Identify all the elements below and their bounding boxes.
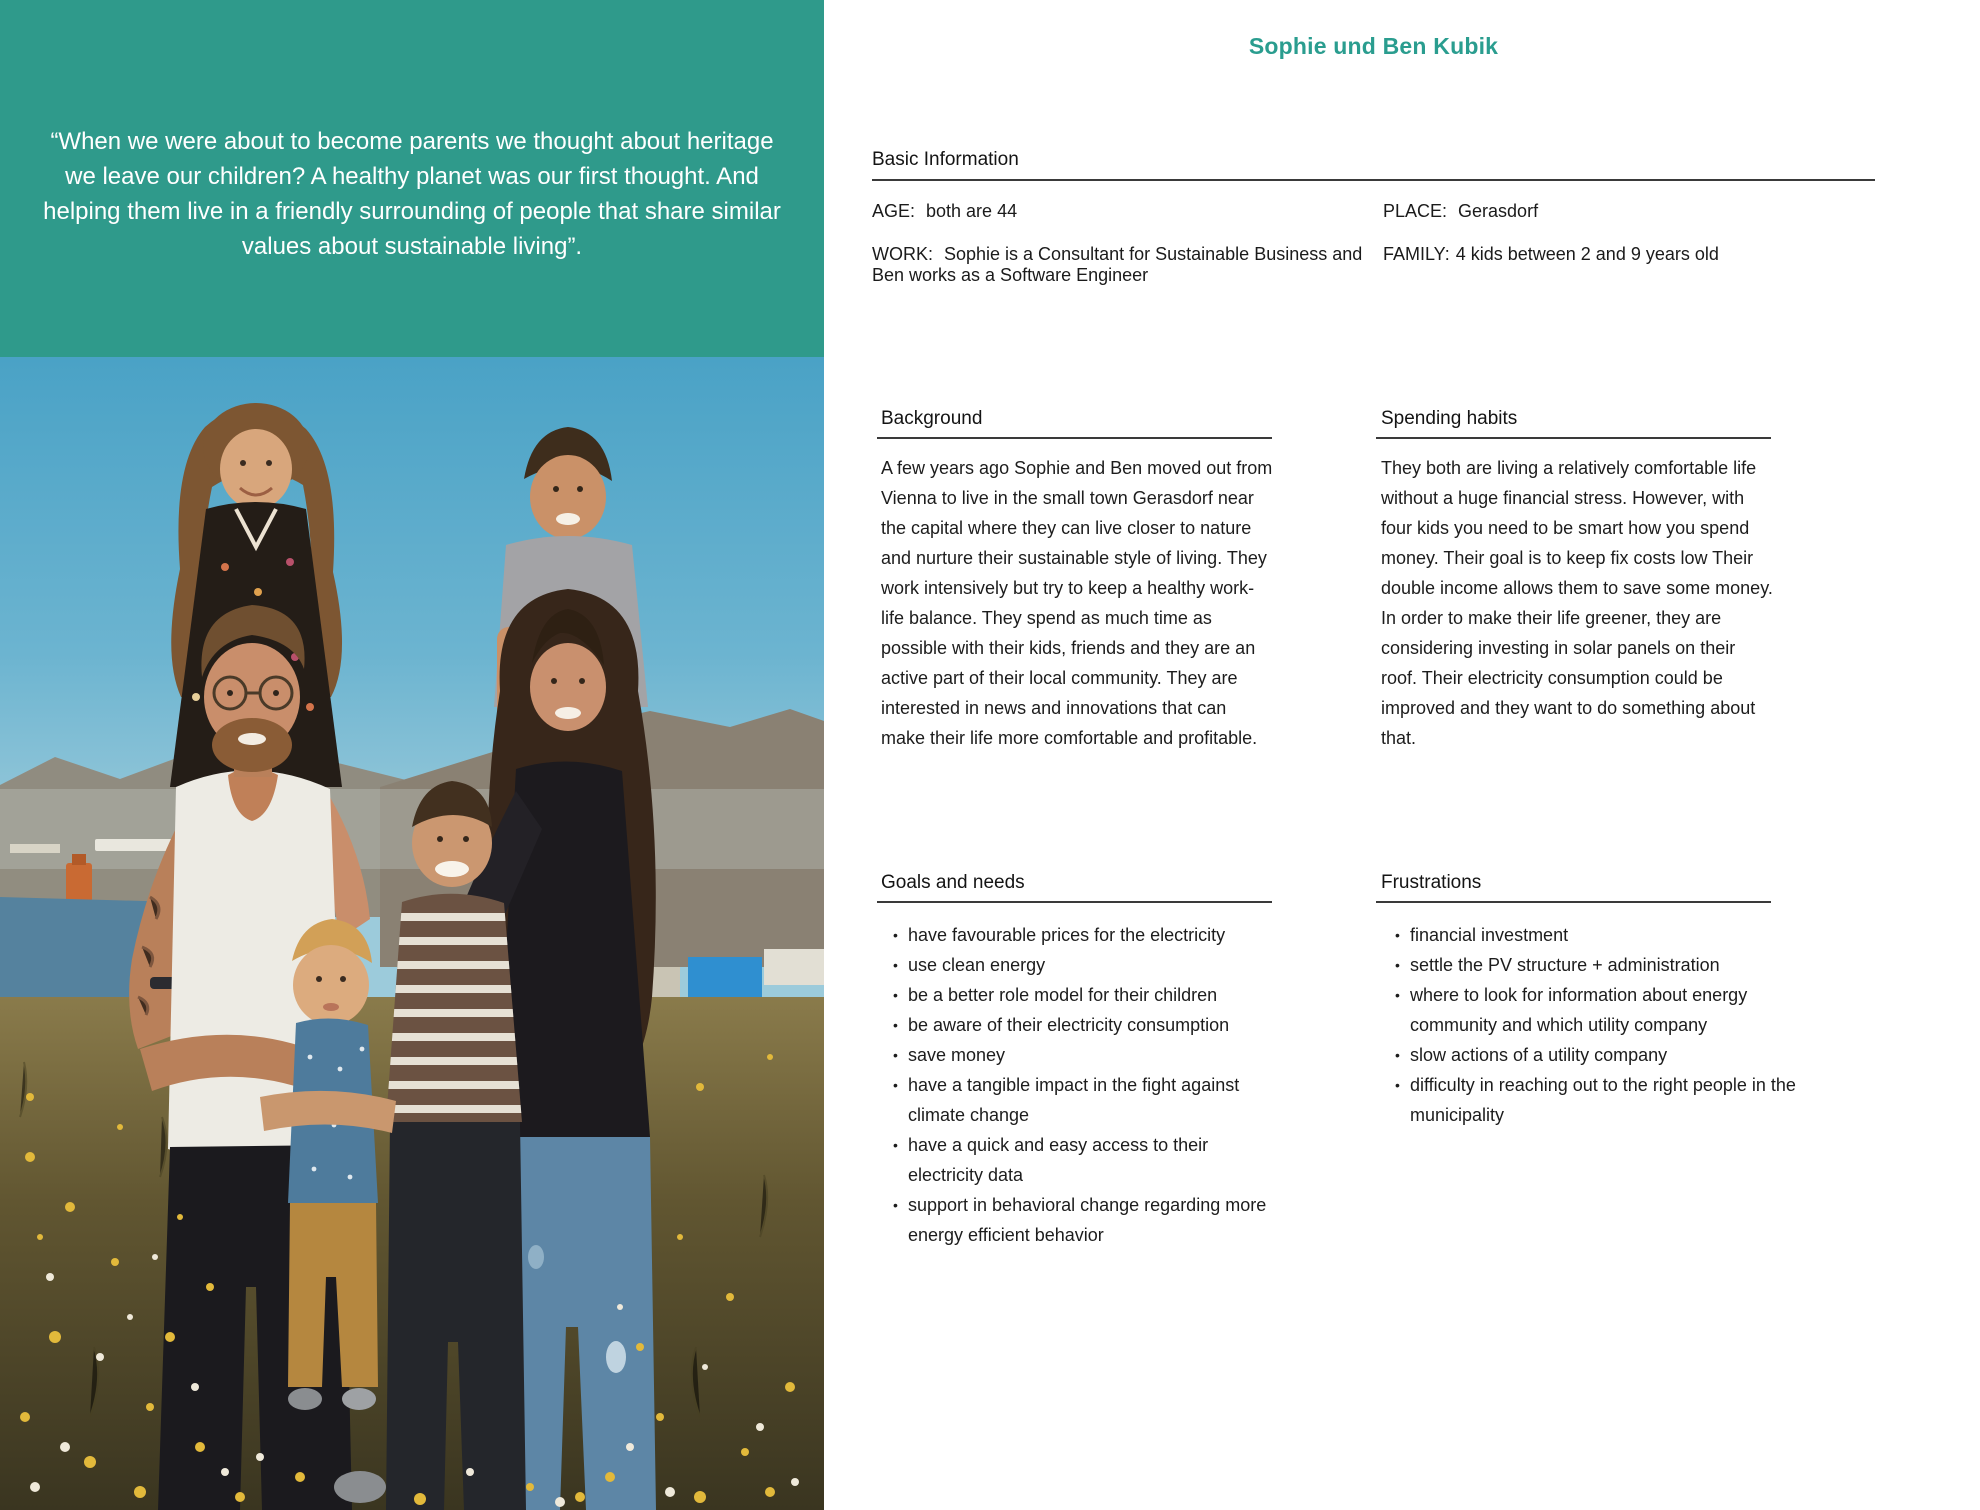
section-underline	[877, 901, 1272, 903]
work-label: WORK:	[872, 244, 933, 264]
list-item: • difficulty in reaching out to the right people in the municipality	[1395, 1070, 1812, 1130]
list-item: • financial investment	[1395, 920, 1812, 950]
lighthouse	[66, 863, 92, 903]
spending-habits-text: They both are living a relatively comfortable life without a huge financial stress. However, with four kids you need to be smart how you spend money. Their goal is to keep fix costs low Their double income allows them to save some money. In order to make their life greener, they are considering investing in solar panels on their roof. Their electricity consumption could be improved and they want to do something about that.	[1381, 458, 1773, 748]
list-item: • support in behavioral change regarding more energy efficient behavior	[893, 1190, 1276, 1250]
family-photo	[0, 357, 824, 1510]
list-item: • save money	[893, 1040, 1276, 1070]
place-value: Gerasdorf	[1458, 201, 1539, 221]
goals-heading: Goals and needs	[881, 872, 1025, 893]
far-building	[10, 844, 60, 853]
place-label: PLACE:	[1383, 201, 1448, 221]
section-underline	[877, 437, 1272, 439]
age-row	[872, 201, 1017, 222]
background-text: A few years ago Sophie and Ben moved out from Vienna to live in the small town Gerasdorf near the capital where they can live closer to nature and nurture their sustainable style of living. They work intensively but try to keep a healthy work-life balance. They spend as much time as possible with their kids, friends and they are an active part of their local community. They are interested in news and innovations that can make their life more comfortable and profitable.	[881, 458, 1273, 748]
list-item: • where to look for information about energy community and which utility company	[1395, 980, 1812, 1040]
frustrations-list	[1395, 920, 1812, 1130]
background-heading: Background	[881, 408, 983, 429]
goals-list	[893, 920, 1276, 1250]
page-title: Sophie und Ben Kubik	[1248, 33, 1499, 59]
place-row	[1383, 201, 1538, 222]
quote-block	[0, 0, 824, 357]
age-label: AGE:	[872, 201, 916, 221]
lighthouse-top	[72, 854, 86, 865]
frustrations-heading: Frustrations	[1381, 872, 1482, 893]
jeans-rip	[606, 1341, 626, 1373]
basic-information-heading: Basic Information	[872, 149, 1019, 170]
spending-habits-heading: Spending habits	[1381, 408, 1518, 429]
family-row	[1383, 244, 1943, 265]
list-item: • settle the PV structure + administration	[1395, 950, 1812, 980]
haze	[0, 789, 824, 869]
section-underline	[1376, 437, 1771, 439]
list-item: • be a better role model for their children	[893, 980, 1276, 1010]
blue-building	[688, 957, 762, 1003]
list-item: • use clean energy	[893, 950, 1276, 980]
gray-sneaker	[334, 1471, 386, 1503]
toddler-shoe	[342, 1388, 376, 1410]
section-underline	[872, 179, 1875, 181]
list-item: • have a tangible impact in the fight against climate change	[893, 1070, 1276, 1130]
jeans-rip	[528, 1245, 544, 1269]
family-label: FAMILY:	[1383, 244, 1450, 264]
list-item: • have a quick and easy access to their electricity data	[893, 1130, 1276, 1190]
work-row	[872, 244, 1364, 286]
work-value: Sophie is a Consultant for Sustainable Business and Ben works as a Software Engineer	[872, 244, 1363, 285]
quote-text: “When we were about to become parents we thought about heritage we leave our children? A healthy planet was our first thought. And helping them live in a friendly surrounding of people that share similar values about sustainable living”.	[43, 128, 781, 260]
age-value: both are 44	[926, 201, 1018, 221]
white-building	[764, 949, 824, 985]
list-item: • have favourable prices for the electricity	[893, 920, 1276, 950]
list-item: • be aware of their electricity consumption	[893, 1010, 1276, 1040]
family-value: 4 kids between 2 and 9 years old	[1455, 244, 1719, 264]
persona-details-panel	[824, 0, 1980, 1510]
list-item: • slow actions of a utility company	[1395, 1040, 1812, 1070]
section-underline	[1376, 901, 1771, 903]
toddler-shoe	[288, 1388, 322, 1410]
